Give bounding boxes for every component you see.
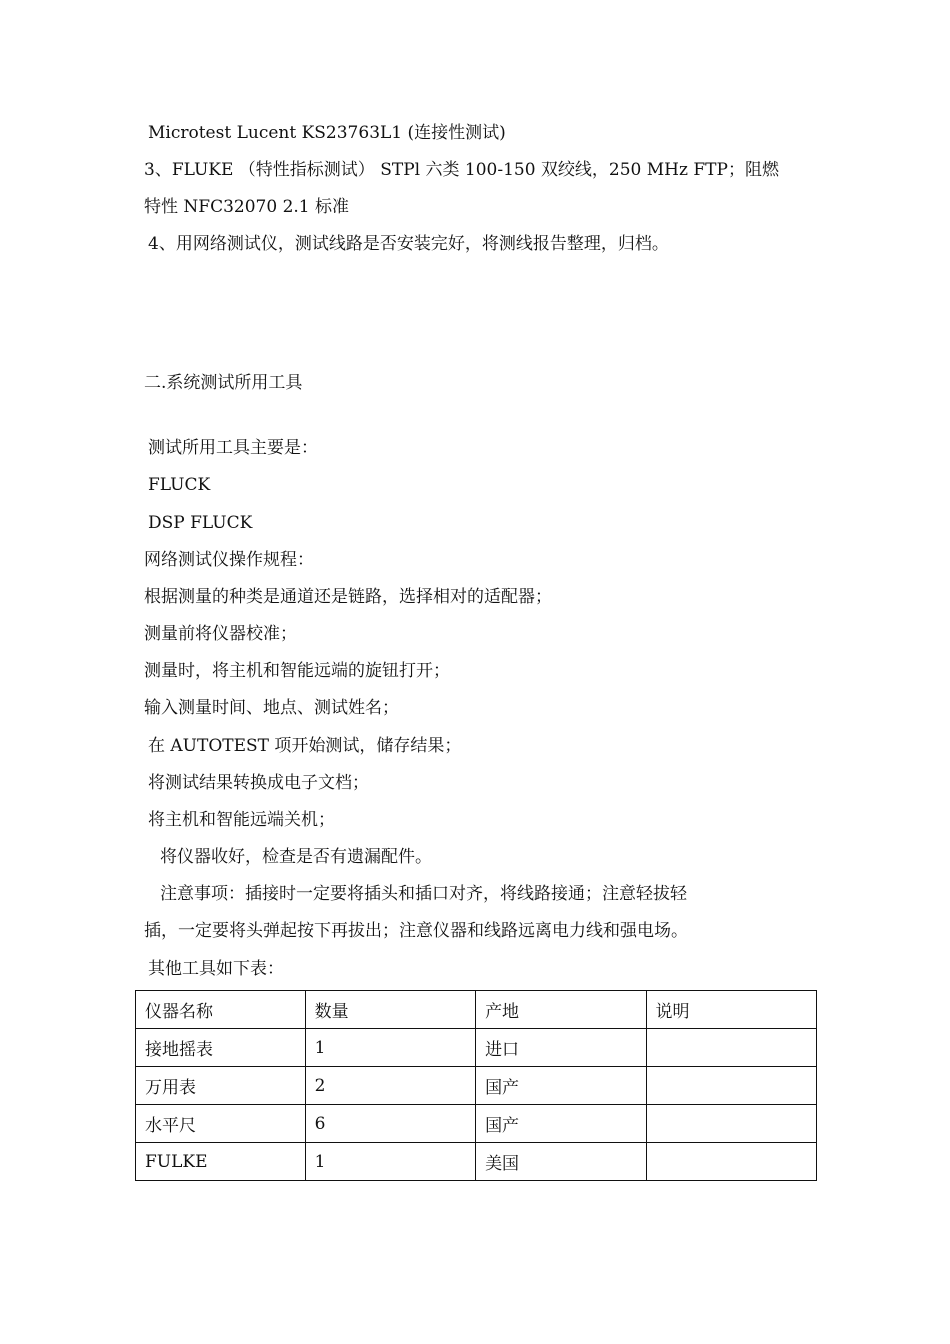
table-cell: 6 <box>305 1105 475 1143</box>
text-line: 其他工具如下表： <box>148 959 284 979</box>
text-line: 测量时，将主机和智能远端的旋钮打开； <box>144 661 450 681</box>
text-line: 测试所用工具主要是： <box>148 438 318 458</box>
table-row <box>136 1067 817 1105</box>
text-line: 3、FLUKE （特性指标测试） STPl 六类 100-150 双绞线，250 MHz FTP；阻燃 <box>144 160 779 180</box>
text-line: FLUCK <box>148 475 211 495</box>
text-line: 将主机和智能远端关机； <box>148 810 335 830</box>
text-line: 注意事项：插接时一定要将插头和插口对齐，将线路接通；注意轻拔轻 <box>160 884 687 904</box>
table-row <box>136 1029 817 1067</box>
text-line: 4、用网络测试仪，测试线路是否安装完好，将测线报告整理，归档。 <box>148 234 669 254</box>
text-line: 插，一定要将头弹起按下再拔出；注意仪器和线路远离电力线和强电场。 <box>144 921 688 941</box>
text-line: 将仪器收好，检查是否有遗漏配件。 <box>160 847 432 867</box>
text-line: 特性 NFC32070 2.1 标准 <box>144 197 350 217</box>
table-cell: 进口 <box>476 1029 646 1067</box>
table-cell: 1 <box>305 1143 475 1181</box>
text-line: 根据测量的种类是通道还是链路，选择相对的适配器； <box>144 587 552 607</box>
text-line: 网络测试仪操作规程： <box>144 550 314 570</box>
table-header-cell: 说明 <box>646 991 816 1029</box>
table-header-cell: 数量 <box>305 991 475 1029</box>
table-cell <box>646 1029 816 1067</box>
table-header-cell: 仪器名称 <box>136 991 306 1029</box>
table-cell: 水平尺 <box>136 1105 306 1143</box>
table-cell: 万用表 <box>136 1067 306 1105</box>
tools-table <box>135 990 817 1181</box>
table-row <box>136 1143 817 1181</box>
table-cell: 接地摇表 <box>136 1029 306 1067</box>
table-cell: 国产 <box>476 1105 646 1143</box>
table-header-row <box>136 991 817 1029</box>
table-header-cell: 产地 <box>476 991 646 1029</box>
text-line: 在 AUTOTEST 项开始测试，储存结果； <box>148 736 462 756</box>
text-line: 测量前将仪器校准； <box>144 624 297 644</box>
table-cell: 2 <box>305 1067 475 1105</box>
table-cell: FULKE <box>136 1143 306 1181</box>
text-line: DSP FLUCK <box>148 513 253 533</box>
table-cell <box>646 1105 816 1143</box>
table-row <box>136 1105 817 1143</box>
text-line: Microtest Lucent KS23763L1 (连接性测试) <box>148 123 506 143</box>
table-cell: 国产 <box>476 1067 646 1105</box>
section-heading: 二.系统测试所用工具 <box>144 373 303 393</box>
text-line: 输入测量时间、地点、测试姓名； <box>144 698 399 718</box>
table-cell <box>646 1067 816 1105</box>
table-cell <box>646 1143 816 1181</box>
text-line: 将测试结果转换成电子文档； <box>148 773 369 793</box>
table-cell: 1 <box>305 1029 475 1067</box>
table-cell: 美国 <box>476 1143 646 1181</box>
